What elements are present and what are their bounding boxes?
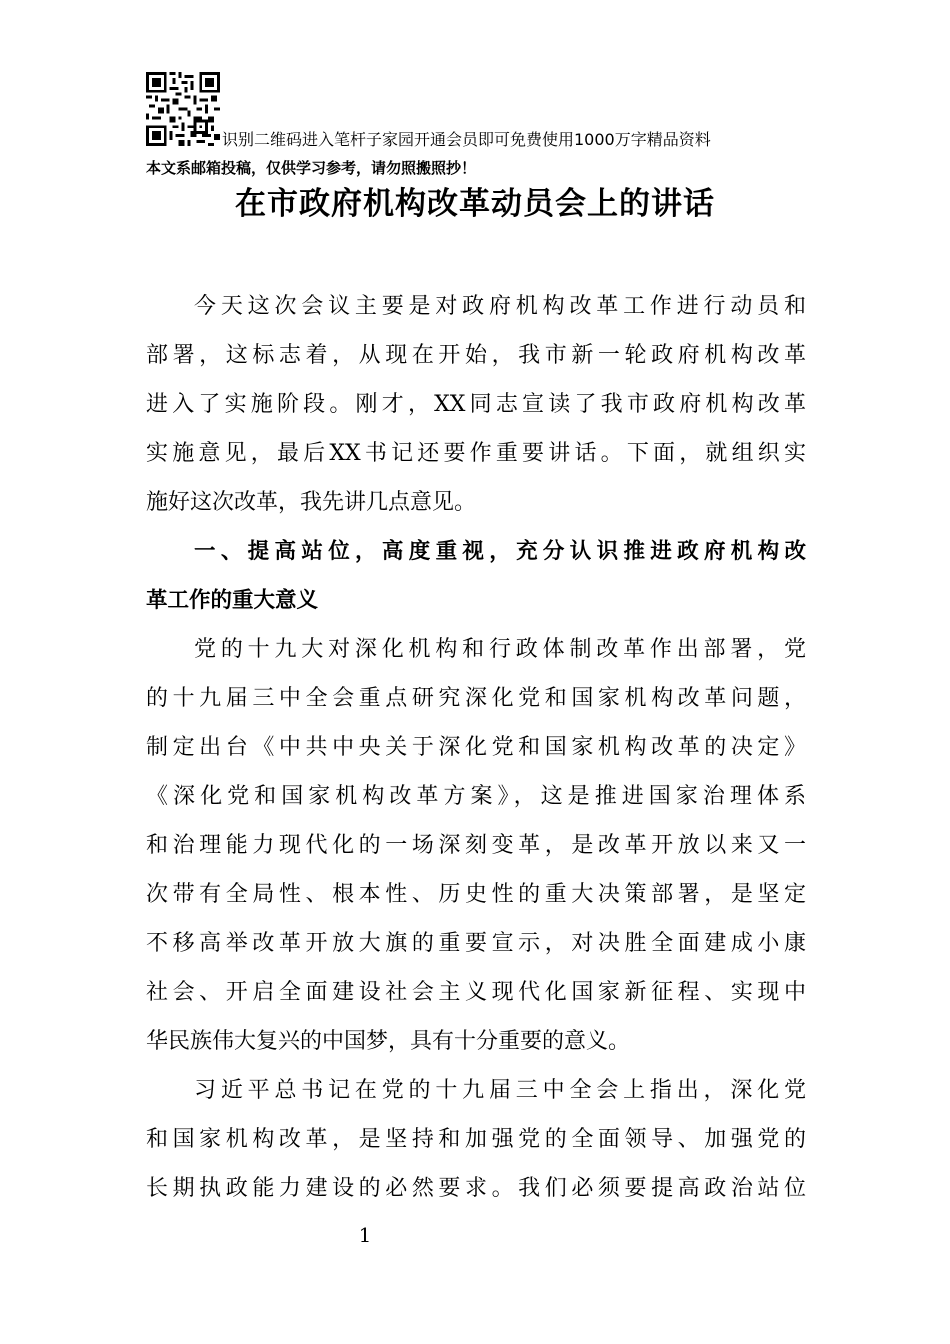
- body-line: 实施意见，最后XX书记还要作重要讲话。下面，就组织实: [146, 441, 806, 466]
- body-line: 的十九届三中全会重点研究深化党和国家机构改革问题，: [146, 686, 806, 711]
- body-line: 党的十九大对深化机构和行政体制改革作出部署，党: [194, 637, 806, 662]
- body-line: 《深化党和国家机构改革方案》，这是推进国家治理体系: [146, 784, 806, 809]
- body-line: 制定出台《中共中央关于深化党和国家机构改革的决定》: [146, 735, 806, 760]
- section-heading-line: 革工作的重大意义: [146, 588, 319, 613]
- qr-code-icon: [146, 72, 220, 146]
- document-title: 在市政府机构改革动员会上的讲话: [235, 186, 715, 222]
- body-line: 不移高举改革开放大旗的重要宣示，对决胜全面建成小康: [146, 931, 806, 956]
- body-line: 和国家机构改革，是坚持和加强党的全面领导、加强党的: [146, 1127, 806, 1152]
- body-line: 次带有全局性、根本性、历史性的重大决策部署，是坚定: [146, 882, 806, 907]
- body-line: 习近平总书记在党的十九届三中全会上指出，深化党: [194, 1078, 806, 1103]
- body-line: 长期执政能力建设的必然要求。我们必须要提高政治站位: [146, 1176, 806, 1201]
- submission-notice: 本文系邮箱投稿，仅供学习参考，请勿照搬照抄！: [146, 159, 477, 177]
- body-line: 进入了实施阶段。刚才，XX同志宣读了我市政府机构改革: [146, 392, 806, 417]
- body-line: 社会、开启全面建设社会主义现代化国家新征程、实现中: [146, 980, 806, 1005]
- promo-text: 识别二维码进入笔杆子家园开通会员即可免费使用1000万字精品资料: [222, 130, 711, 149]
- page-number: 1: [358, 1223, 372, 1247]
- body-line: 今天这次会议主要是对政府机构改革工作进行动员和: [194, 294, 806, 319]
- section-heading-line: 一、提高站位，高度重视，充分认识推进政府机构改: [194, 539, 806, 564]
- document-body: [146, 282, 806, 1213]
- body-line: 部署，这标志着，从现在开始，我市新一轮政府机构改革: [146, 343, 806, 368]
- body-line: 华民族伟大复兴的中国梦，具有十分重要的意义。: [146, 1029, 631, 1054]
- body-line: 和治理能力现代化的一场深刻变革，是改革开放以来又一: [146, 833, 806, 858]
- body-line: 施好这次改革，我先讲几点意见。: [146, 490, 477, 515]
